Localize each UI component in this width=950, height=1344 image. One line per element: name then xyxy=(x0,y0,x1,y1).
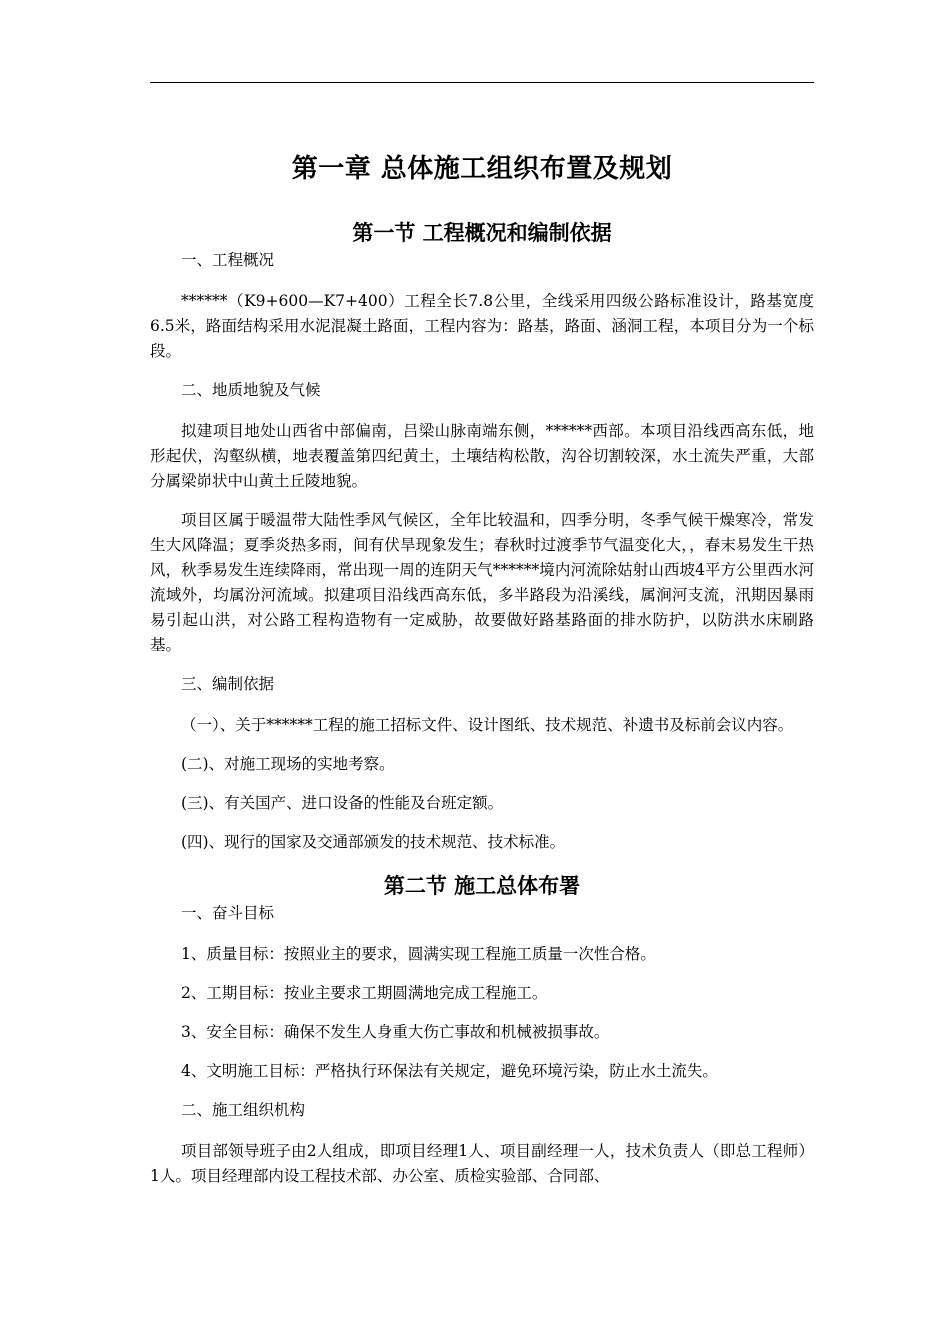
geology-heading: 二、地质地貌及气候 xyxy=(181,381,321,399)
goal-item: 4、文明施工目标：严格执行环保法有关规定，避免环境污染，防止水土流失。 xyxy=(181,1062,718,1080)
basis-item: （一）、关于******工程的施工招标文件、设计图纸、技术规范、补遗书及标前会议内容。 xyxy=(181,716,794,734)
geology-paragraph-2: 项目区属于暖温带大陆性季风气候区，全年比较温和，四季分明，冬季气候干燥寒冷，常发生大风降温；夏季炎热多雨，间有伏旱现象发生；春秋时过渡季节气温变化大，，春末易发生干热风，秋季易发生连续降雨，常出现一周的连阴天气******境内河流除姑射山西坡4平方公里西水河流域外，均属汾河流域。拟建项目沿线西高东低，多半路段为沿溪线，属涧河支流，汛期因暴雨易引起山洪，对公路工程构造物有一定威胁，故要做好路基路面的排水防护，以防洪水床刷路基。 xyxy=(150,511,814,654)
basis-item: (二)、对施工现场的实地考察。 xyxy=(181,755,395,773)
section-2-title: 第二节 施工总体布署 xyxy=(383,873,581,898)
basis-item: (三)、有关国产、进口设备的性能及台班定额。 xyxy=(181,794,504,812)
geology-paragraph-1: 拟建项目地处山西省中部偏南，吕梁山脉南端东侧，******西部。本项目沿线西高东低，地形起伏，沟壑纵横，地表覆盖第四纪黄土，土壤结构松散，沟谷切割较深，水土流失严重，大部分属梁峁状中山黄土丘陵地貌。 xyxy=(150,422,814,490)
chapter-title: 第一章 总体施工组织布置及规划 xyxy=(291,154,673,184)
overview-paragraph: ******（K9+600—K7+400）工程全长7.8公里，全线采用四级公路标准设计，路基宽度6.5米，路面结构采用水泥混凝土路面，工程内容为：路基，路面、涵洞工程，本项目分为一个标段。 xyxy=(150,292,814,360)
goal-item: 1、质量目标：按照业主的要求，圆满实现工程施工质量一次性合格。 xyxy=(181,945,656,963)
basis-heading: 三、编制依据 xyxy=(181,675,275,693)
overview-heading: 一、工程概况 xyxy=(181,251,275,269)
document-body xyxy=(150,144,814,1203)
goal-item: 3、安全目标：确保不发生人身重大伤亡事故和机械被损事故。 xyxy=(181,1023,610,1041)
section-1-title: 第一节 工程概况和编制依据 xyxy=(352,220,612,245)
org-paragraph: 项目部领导班子由2人组成，即项目经理1人、项目副经理一人，技术负责人（即总工程师）1人。项目经理部内设工程技术部、办公室、质检实验部、合同部、 xyxy=(150,1142,814,1185)
org-heading: 二、施工组织机构 xyxy=(181,1101,306,1119)
basis-item: (四)、现行的国家及交通部颁发的技术规范、技术标准。 xyxy=(181,833,566,851)
header-rule xyxy=(150,82,814,83)
goal-item: 2、工期目标：按业主要求工期圆满地完成工程施工。 xyxy=(181,984,548,1002)
goals-heading: 一、奋斗目标 xyxy=(181,904,275,922)
